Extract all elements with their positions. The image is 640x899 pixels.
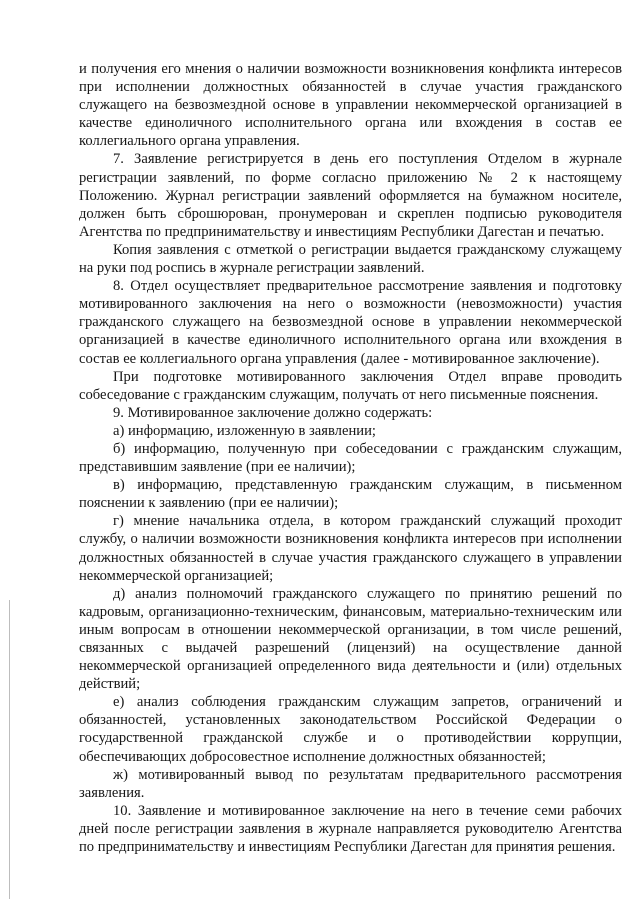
- document-page: [79, 60, 622, 856]
- paragraph-10-submission: 10. Заявление и мотивированное заключение на него в течение семи рабочих дней после регистрации заявления в журнале направляется руководителю Агентства по предпринимательству и инвестициям Республики Дагестан для принятия решения.: [79, 802, 622, 856]
- paragraph-9-conclusion-contents: 9. Мотивированное заключение должно содержать:: [113, 404, 433, 421]
- list-item-e: е) анализ соблюдения гражданским служащим запретов, ограничений и обязанностей, установленных законодательством Российской Федерации о государственной гражданской службе и о противодействии коррупции, обеспечивающих добросовестное исполнение должностных обязанностей;: [79, 694, 622, 765]
- paragraph-interview: При подготовке мотивированного заключения Отдел вправе проводить собеседование с гражданским служащим, получать от него письменные пояснения.: [79, 368, 622, 403]
- scan-edge-line: [9, 600, 10, 899]
- paragraph-continuation: и получения его мнения о наличии возможности возникновения конфликта интересов при исполнении должностных обязанностей в случае участия гражданского служащего на безвозмездной основе в управлении некоммерческой организацией в качестве единоличного исполнительного органа или вхождения в состав ее коллегиального органа управления.: [79, 61, 622, 150]
- list-item-a: а) информацию, изложенную в заявлении;: [113, 422, 376, 439]
- list-item-g: г) мнение начальника отдела, в котором гражданский служащий проходит службу, о наличии возможности возникновения конфликта интересов при исполнении должностных обязанностей в случае участия гражданского служащего в управлении некоммерческой организацией;: [79, 513, 622, 584]
- list-item-d: д) анализ полномочий гражданского служащего по принятию решений по кадровым, организационно-техническим, финансовым, материально-техническим или иным вопросам в отношении некоммерческой организации, в том числе решений, связанных с выдачей разрешений (лицензий) на осуществление данной некоммерческой организацией определенного вида деятельности и (или) отдельных действий;: [79, 585, 622, 693]
- list-item-b: б) информацию, полученную при собеседовании с гражданским служащим, представившим заявление (при ее наличии);: [79, 440, 622, 476]
- paragraph-8-preliminary-review: 8. Отдел осуществляет предварительное рассмотрение заявления и подготовку мотивированного заключения на него о возможности (невозможности) участия гражданского служащего на безвозмездной основе в управлении некоммерческой организацией в качестве единоличного исполнительного органа или вхождения в состав ее коллегиального органа управления (далее - мотивированное заключение).: [79, 278, 622, 367]
- list-item-v: в) информацию, представленную гражданским служащим, в письменном пояснении к заявлению (при ее наличии);: [79, 477, 622, 512]
- list-item-zh: ж) мотивированный вывод по результатам предварительного рассмотрения заявления.: [79, 766, 622, 801]
- paragraph-7-registration: 7. Заявление регистрируется в день его поступления Отделом в журнале регистрации заявлений, по форме согласно приложению № 2 к настоящему Положению. Журнал регистрации заявлений оформляется на бумажном носителе, должен быть сброшюрован, пронумерован и скреплен подписью руководителя Агентства по предпринимательству и инвестициям Республики Дагестан и печатью.: [79, 151, 622, 240]
- paragraph-copy-of-application: Копия заявления с отметкой о регистрации выдается гражданскому служащему на руки под роспись в журнале регистрации заявлений.: [79, 241, 622, 277]
